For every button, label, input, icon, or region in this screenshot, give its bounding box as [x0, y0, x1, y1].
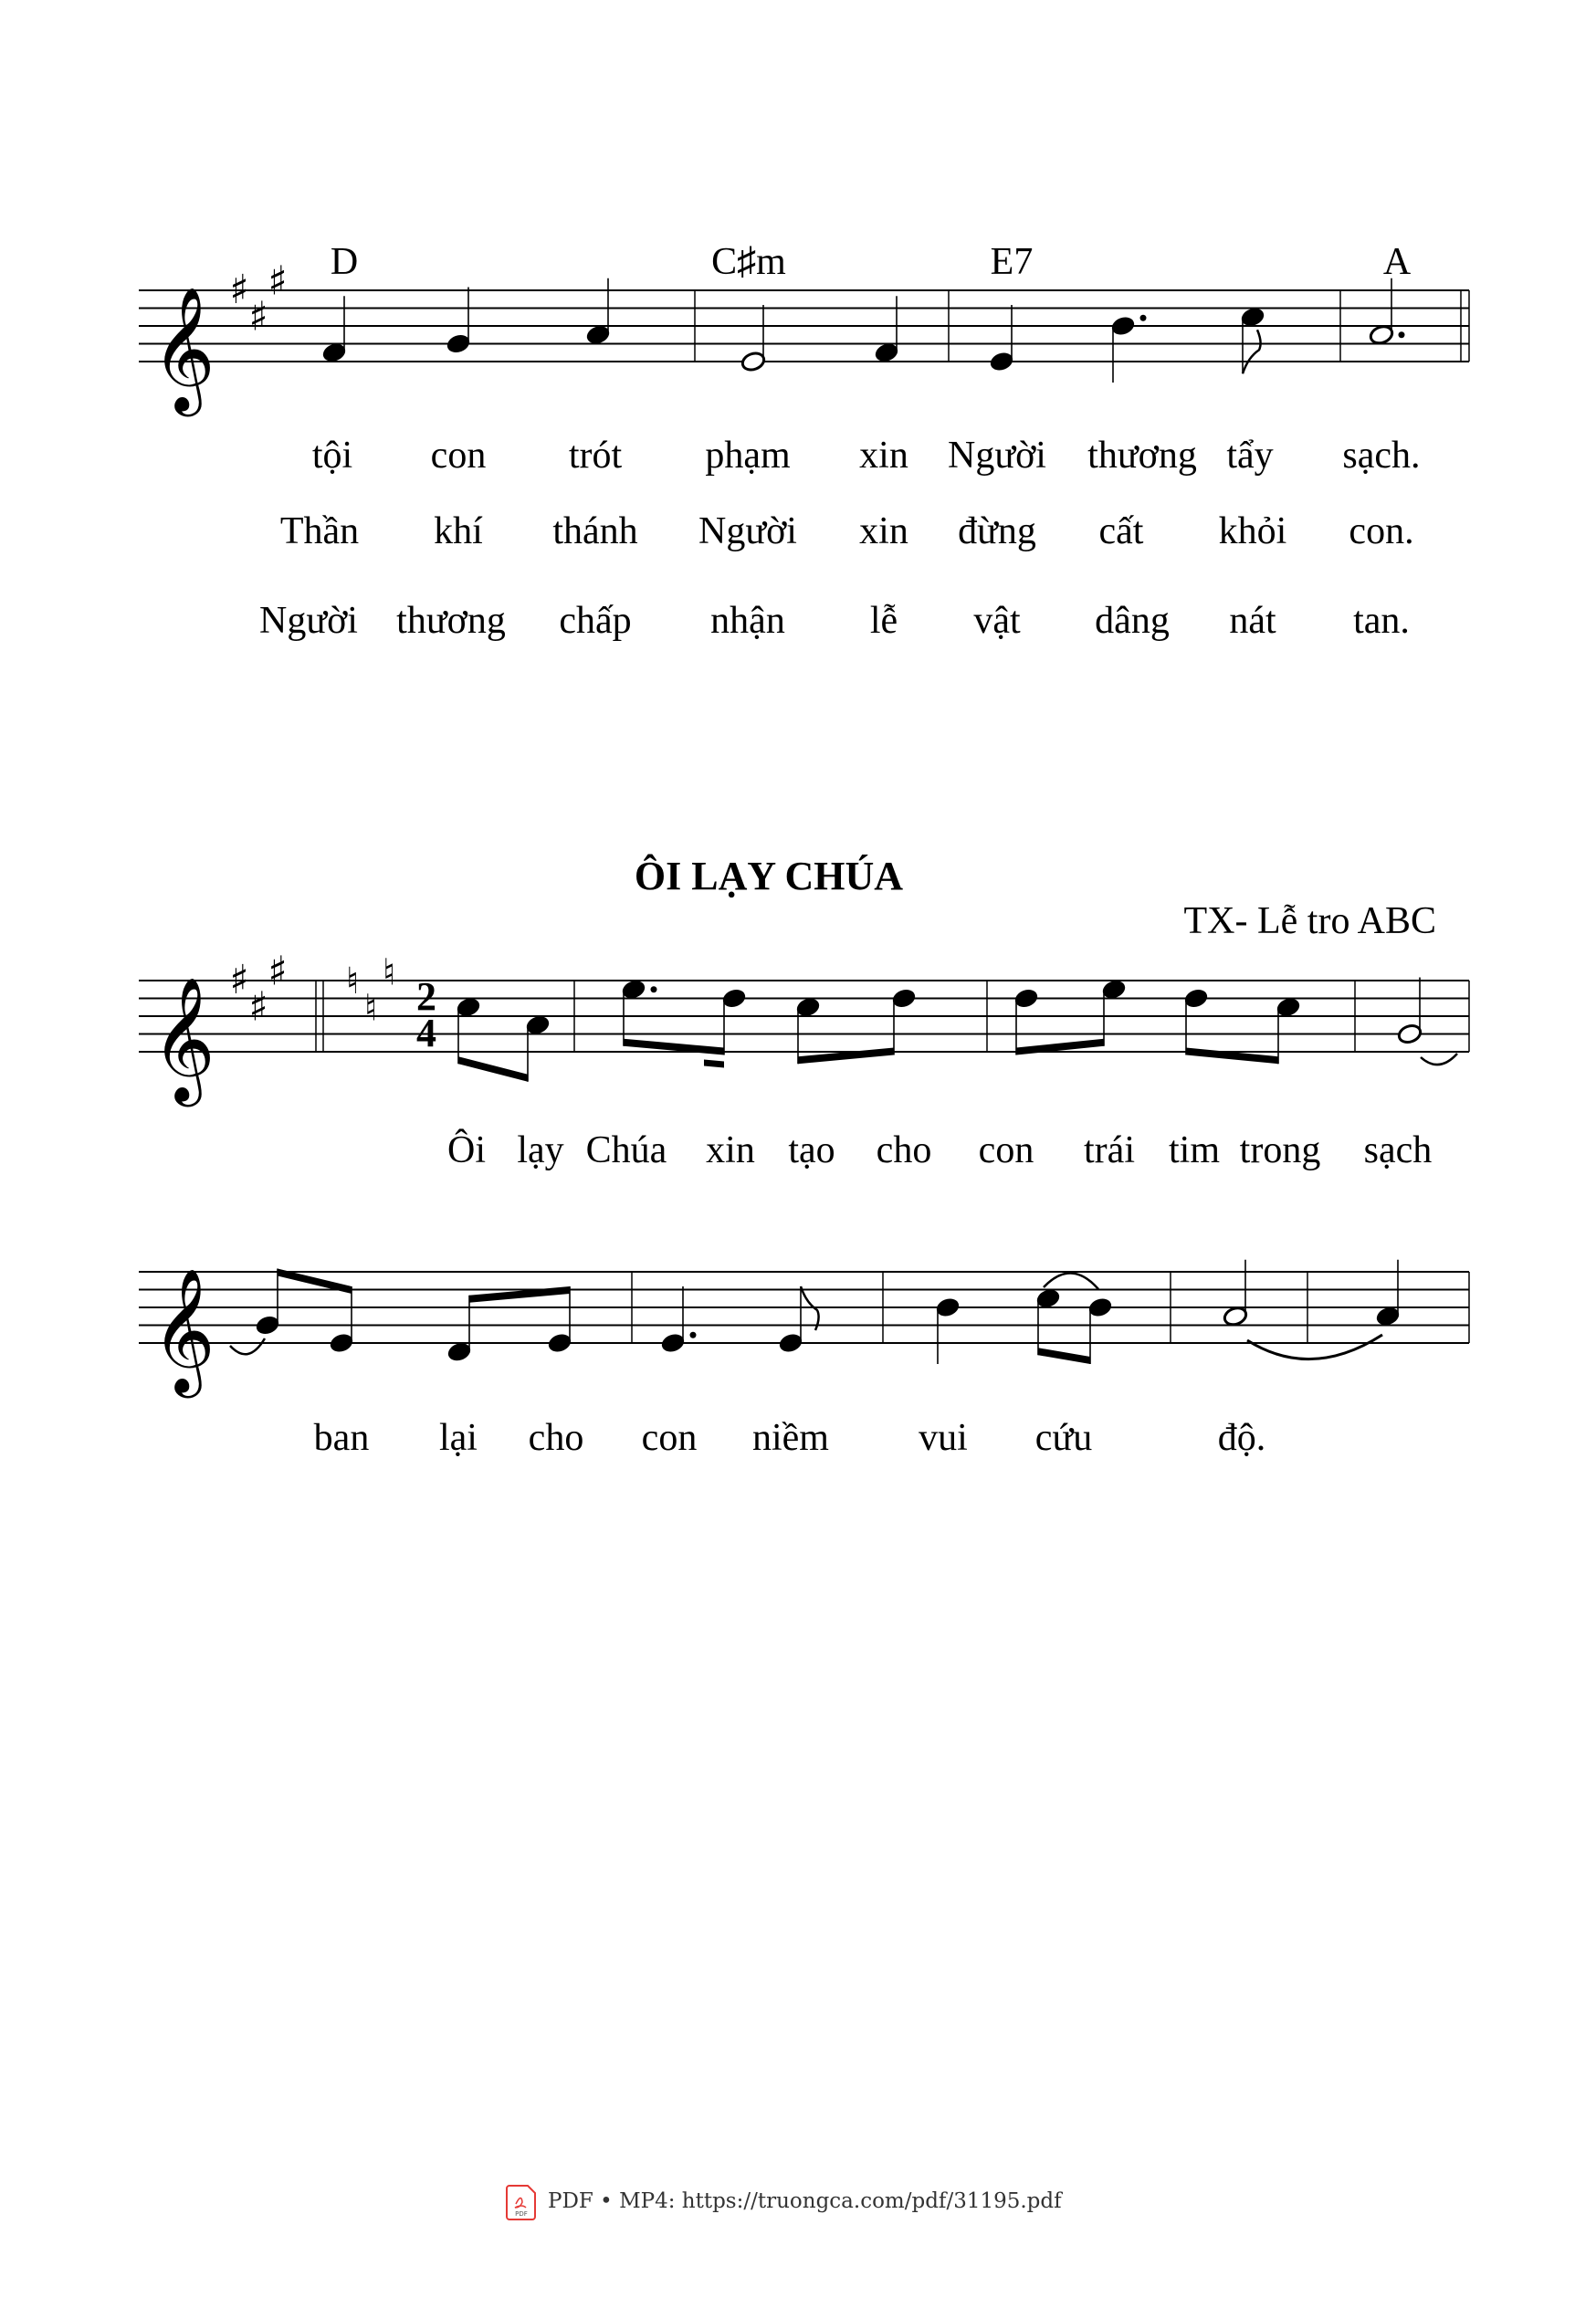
- chord-label: C♯m: [711, 241, 786, 283]
- lyric-syllable: Người: [948, 435, 1046, 477]
- lyric-syllable: trong: [1239, 1129, 1321, 1171]
- lyric-syllable: Thần: [279, 510, 360, 552]
- note-head: [874, 341, 899, 363]
- lyric-syllable: cho: [528, 1417, 584, 1459]
- note-head: [621, 979, 646, 1001]
- song-title: ÔI LẠY CHÚA: [634, 854, 904, 898]
- lyric-syllable: tạo: [788, 1129, 835, 1171]
- lyric-syllable: lễ: [869, 600, 898, 642]
- lyric-syllable: Ôi: [447, 1129, 486, 1171]
- note-head: [1397, 1023, 1423, 1044]
- natural-icon: ♮: [382, 951, 396, 994]
- augmentation-dot: [651, 986, 657, 992]
- lyric-syllable: vui: [919, 1417, 968, 1459]
- treble-clef-icon: 𝄞: [152, 285, 215, 411]
- lyric-syllable: Người: [259, 600, 358, 642]
- note-head: [321, 341, 347, 363]
- lyric-syllable: con.: [1349, 510, 1414, 552]
- note-head: [525, 1014, 551, 1036]
- lyrics: [259, 435, 1432, 1459]
- lyric-syllable: con: [978, 1129, 1034, 1171]
- time-signature: [416, 974, 436, 1055]
- lyric-syllable: con: [641, 1417, 698, 1459]
- natural-icon: ♮: [345, 960, 360, 1002]
- note-beam: [798, 1048, 894, 1065]
- footer: [507, 2186, 1063, 2219]
- natural-icon: ♮: [363, 987, 378, 1030]
- note-head: [1375, 1306, 1401, 1327]
- lyric-syllable: thương: [396, 600, 506, 642]
- lyric-syllable: đừng: [958, 510, 1036, 552]
- note-head: [740, 351, 766, 373]
- sharp-icon: ♯: [248, 983, 268, 1031]
- time-signature-top: 2: [416, 974, 436, 1019]
- lyric-syllable: niềm: [752, 1417, 829, 1459]
- note-head: [446, 332, 471, 354]
- note-head: [456, 996, 481, 1018]
- tie: [230, 1338, 265, 1354]
- note-head: [935, 1296, 961, 1318]
- note-head: [1223, 1306, 1248, 1327]
- note-beam: [1038, 1348, 1090, 1364]
- note-head: [585, 324, 611, 346]
- chord-label: D: [330, 241, 359, 283]
- lyric-syllable: khỏi: [1218, 510, 1287, 552]
- note-head: [795, 996, 821, 1018]
- composer-credit: TX- Lễ tro ABC: [1183, 900, 1436, 942]
- note-head: [1240, 306, 1265, 328]
- note-head: [1035, 1287, 1061, 1309]
- lyric-syllable: ban: [313, 1417, 370, 1459]
- augmentation-dot: [1399, 331, 1405, 338]
- sharp-icon: ♯: [248, 293, 268, 341]
- note-head: [989, 351, 1014, 373]
- staves: [139, 257, 1469, 1398]
- lyric-syllable: xin: [859, 510, 908, 552]
- lyric-syllable: thương: [1087, 435, 1197, 477]
- lyric-syllable: tan.: [1353, 600, 1410, 642]
- lyric-syllable: con: [430, 435, 487, 477]
- augmentation-dot: [690, 1332, 697, 1338]
- sharp-icon: ♯: [268, 948, 288, 995]
- lyric-syllable: nát: [1229, 600, 1276, 642]
- chord-label: A: [1382, 241, 1412, 283]
- note-head: [891, 987, 917, 1009]
- lyric-syllable: cho: [876, 1129, 932, 1171]
- note-head: [721, 987, 747, 1009]
- sharp-icon: ♯: [229, 267, 249, 313]
- lyric-syllable: xin: [859, 435, 908, 477]
- sharp-icon: ♯: [268, 257, 288, 305]
- note-beam: [1186, 1048, 1278, 1065]
- time-signature-bottom: 4: [416, 1011, 436, 1055]
- lyric-syllable: sạch: [1363, 1129, 1433, 1171]
- lyric-syllable: xin: [706, 1129, 755, 1171]
- augmentation-dot: [1140, 315, 1147, 321]
- lyric-syllable: lại: [439, 1417, 478, 1459]
- pdf-icon-label: PDF: [515, 2210, 528, 2218]
- lyric-syllable: dâng: [1095, 600, 1170, 642]
- chord-symbols: [331, 241, 1412, 283]
- lyric-syllable: thánh: [552, 510, 638, 552]
- chord-label: E7: [990, 241, 1034, 283]
- note-head: [1087, 1296, 1113, 1318]
- note-head: [329, 1332, 354, 1354]
- treble-clef-icon: 𝄞: [152, 975, 215, 1101]
- note-head: [660, 1332, 686, 1354]
- note-head: [1101, 979, 1127, 1001]
- sharp-icon: ♯: [229, 957, 249, 1003]
- lyric-syllable: Chúa: [585, 1129, 667, 1171]
- note-beam: [458, 1056, 528, 1082]
- note-head: [547, 1332, 572, 1354]
- note-beam: [704, 1060, 724, 1068]
- note-head: [1369, 324, 1394, 346]
- lyric-syllable: khí: [434, 510, 483, 552]
- treble-clef-icon: 𝄞: [152, 1266, 215, 1392]
- tie: [1421, 1054, 1457, 1065]
- lyric-syllable: cất: [1098, 510, 1144, 552]
- lyric-syllable: Người: [698, 510, 797, 552]
- note-flag: [1243, 330, 1261, 373]
- note-head: [255, 1314, 280, 1336]
- lyric-syllable: cứu: [1034, 1417, 1093, 1459]
- lyric-syllable: tim: [1168, 1129, 1221, 1171]
- note-head: [1110, 315, 1136, 337]
- note-head: [778, 1332, 803, 1354]
- lyric-syllable: tẩy: [1226, 435, 1274, 477]
- lyric-syllable: độ.: [1217, 1417, 1266, 1459]
- note-head: [1276, 996, 1301, 1018]
- lyric-syllable: lạy: [517, 1129, 564, 1171]
- lyric-syllable: trót: [568, 435, 623, 477]
- lyric-syllable: trái: [1084, 1129, 1135, 1171]
- pdf-file-icon[interactable]: [507, 2186, 535, 2219]
- slur: [1044, 1273, 1098, 1289]
- note-head: [1013, 987, 1039, 1009]
- note-head: [1183, 987, 1209, 1009]
- note-head: [446, 1341, 472, 1363]
- lyric-syllable: tội: [311, 435, 353, 477]
- lyric-syllable: sạch.: [1342, 435, 1421, 477]
- lyric-syllable: vật: [973, 600, 1021, 642]
- lyric-syllable: nhận: [710, 600, 785, 642]
- lyric-syllable: chấp: [559, 600, 632, 642]
- footer-link[interactable]: PDF • MP4: https://truongca.com/pdf/31195.pdf: [548, 2189, 1062, 2213]
- tie: [1247, 1335, 1382, 1359]
- lyric-syllable: phạm: [705, 435, 791, 477]
